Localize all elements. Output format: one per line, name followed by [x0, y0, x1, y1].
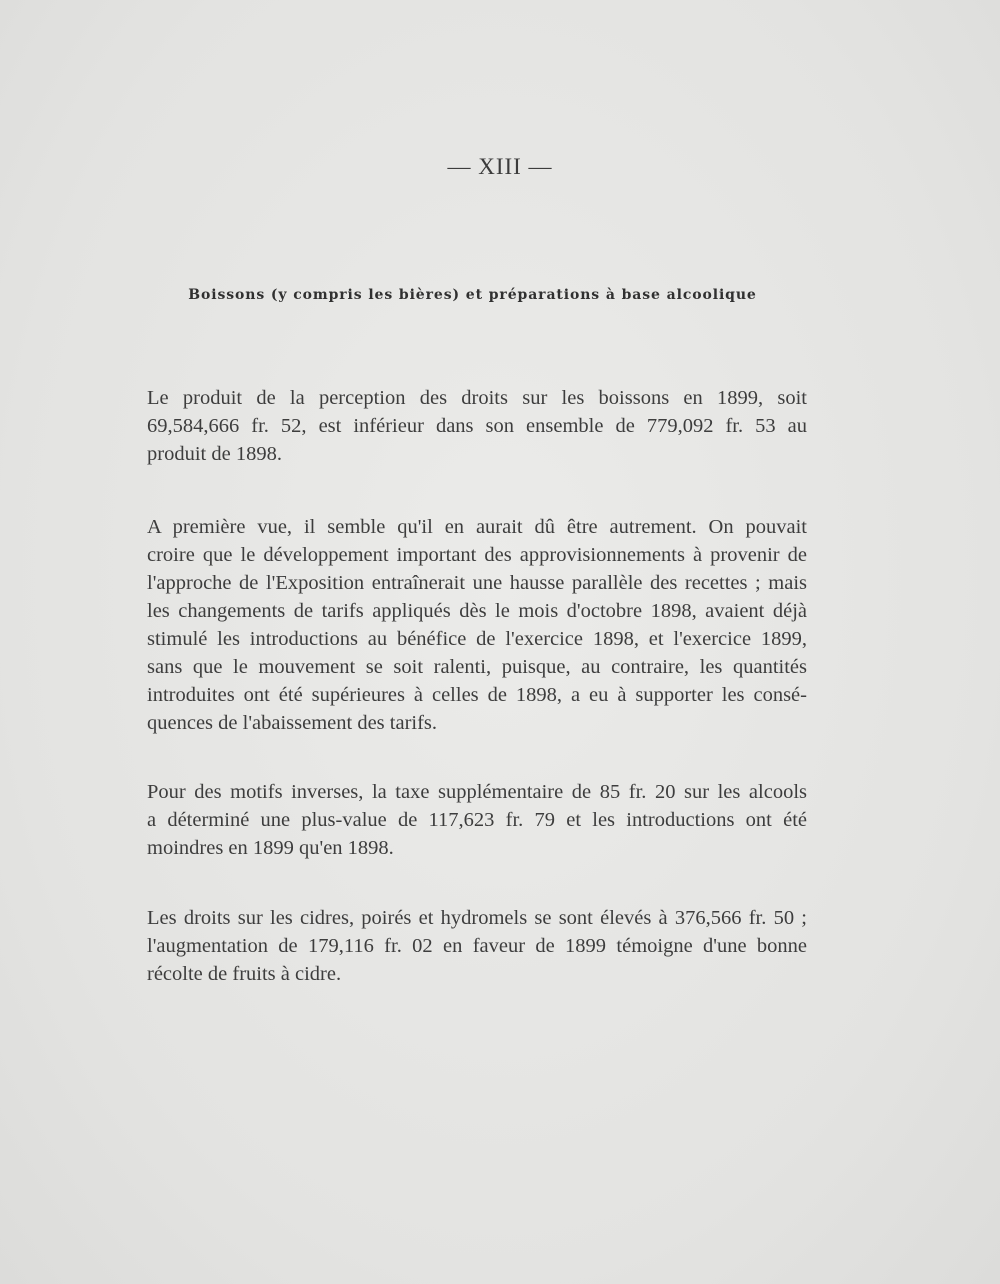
- text-line: quences de l'abaissement des tarifs.: [147, 712, 438, 734]
- text-line: l'augmentation de 179,116 fr. 02 en faveur de 1899 témoigne d'une bonne: [147, 935, 807, 957]
- text-line: les changements de tarifs appliqués dès le mois d'octobre 1898, avaient déjà: [147, 600, 807, 622]
- text-line: croire que le développement important des approvisionnements à provenir de: [147, 544, 807, 566]
- text-line: l'approche de l'Exposition entraînerait une hausse parallèle des recettes ; mais: [147, 572, 807, 594]
- text-line: Le produit de la perception des droits sur les boissons en 1899, soit: [147, 387, 807, 409]
- paragraph-alcohol-surtax: [147, 778, 807, 862]
- text-line: introduites ont été supérieures à celles de 1898, a eu à supporter les consé-: [147, 684, 807, 706]
- text-line: sans que le mouvement se soit ralenti, puisque, au contraire, les quantités: [147, 656, 807, 678]
- text-line: récolte de fruits à cidre.: [147, 963, 342, 985]
- paragraph-exposition-effect: [147, 513, 807, 737]
- section-heading: Boissons (y compris les bières) et préparations à base alcoolique: [188, 287, 757, 303]
- text-line: produit de 1898.: [147, 443, 282, 465]
- paragraph-cider-duties: [147, 904, 807, 988]
- page-number: — XIII —: [447, 154, 553, 179]
- text-line: 69,584,666 fr. 52, est inférieur dans son ensemble de 779,092 fr. 53 au: [147, 415, 807, 437]
- text-line: A première vue, il semble qu'il en aurait dû être autrement. On pouvait: [147, 516, 807, 538]
- text-line: Les droits sur les cidres, poirés et hydromels se sont élevés à 376,566 fr. 50 ;: [147, 907, 807, 929]
- text-line: a déterminé une plus-value de 117,623 fr. 79 et les introductions ont été: [147, 809, 807, 831]
- text-line: stimulé les introductions au bénéfice de l'exercice 1898, et l'exercice 1899,: [147, 628, 807, 650]
- text-line: Pour des motifs inverses, la taxe supplémentaire de 85 fr. 20 sur les alcools: [147, 781, 807, 803]
- text-line: moindres en 1899 qu'en 1898.: [147, 837, 394, 859]
- paragraph-beverage-revenue: [147, 384, 807, 468]
